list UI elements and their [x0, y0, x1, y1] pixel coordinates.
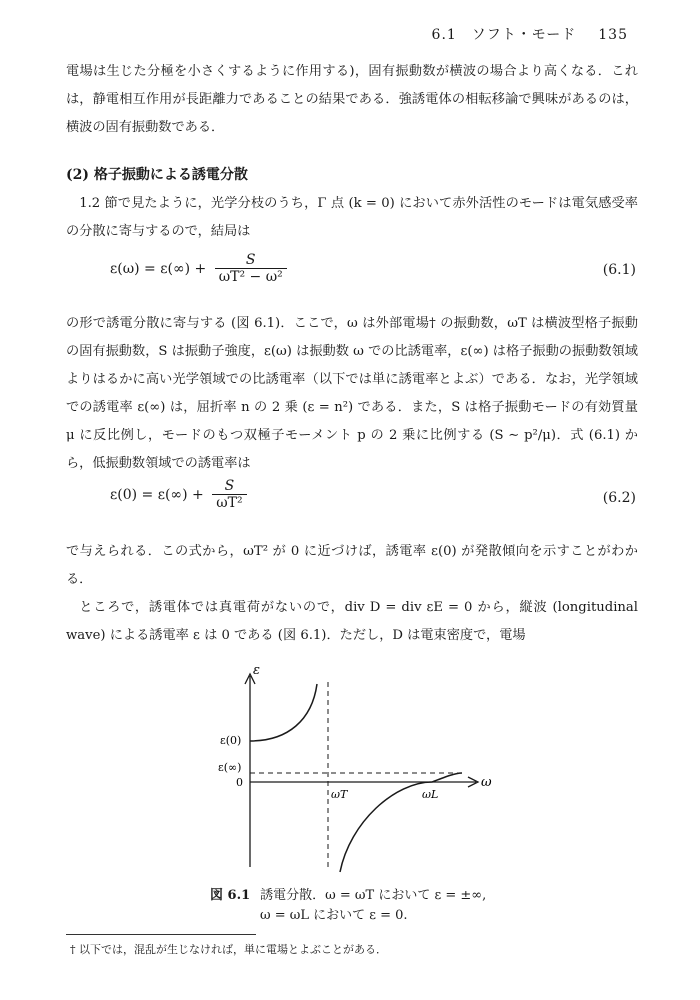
caption-line-1	[210, 886, 530, 906]
tick-omega-t: ωT	[331, 788, 348, 801]
equation-6-1	[110, 252, 287, 285]
footnote-rule	[66, 934, 256, 935]
paragraph-1: 電場は生じた分極を小さくするように作用する)，固有振動数が横波の場合より高くなる．これは，静電相互作用が長距離力であることの結果である．強誘電体の相転移論で興味があるのは，横波の固有振動数である．	[66, 64, 638, 135]
caption-text-1: 誘電分散．ω = ωT において ε = ±∞,	[260, 888, 487, 903]
paragraph-4: で与えられる．この式から，ωT² が 0 に近づけば，誘電率 ε(0) が発散傾向を示すことがわかる．	[66, 544, 638, 587]
tick-zero: 0	[236, 776, 243, 789]
tick-epsilon-infinity: ε(∞)	[218, 761, 242, 774]
figure-caption	[210, 886, 530, 926]
figure-6-1	[200, 662, 500, 877]
equation-6-2-denominator: ωT²	[216, 495, 243, 511]
equation-6-2-fraction	[212, 478, 246, 511]
equation-6-1-fraction	[215, 252, 287, 285]
lower-dispersion-curve	[340, 773, 462, 872]
upper-dispersion-curve	[250, 684, 317, 741]
equation-6-1-number: (6.1)	[602, 262, 636, 278]
caption-label: 図 6.1	[210, 888, 251, 903]
y-axis-label: ε	[253, 663, 260, 678]
tick-omega-l: ωL	[422, 788, 439, 801]
equation-6-1-numerator: S	[215, 252, 287, 269]
equation-6-2-lhs: ε(0) = ε(∞) +	[110, 486, 204, 503]
equation-6-1-lhs: ε(ω) = ε(∞) +	[110, 260, 207, 277]
equation-6-2	[110, 478, 247, 511]
footnote: † 以下では，混乱が生じなければ，単に電場とよぶことがある．	[70, 943, 387, 956]
caption-line-2: ω = ωL において ε = 0.	[260, 908, 408, 923]
paragraph-2: 1.2 節で見たように，光学分枝のうち，Γ 点 (k = 0) において赤外活性のモードは電気感受率の分散に寄与するので，結局は	[66, 196, 638, 239]
paragraph-3: の形で誘電分散に寄与する (図 6.1)．ここで，ω は外部電場† の振動数，ωT は横波型格子振動の固有振動数，S は振動子強度，ε(ω) は振動数 ω での比誘電率，ε(∞) は格子振動の振動数領域よりはるかに高い光学領域での比誘電率（以下では単に誘電率とよぶ）である．なお，光学領域での誘電率 ε(∞) は，屈折率 n の 2 乗 (ε = n²) である．また，S は格子振動モードの有効質量 μ に反比例し，モードのもつ双極子モーメント p の 2 乗に比例する (S ∼ p²/μ)．式 (6.1) から，低振動数領域での誘電率は	[66, 316, 638, 471]
running-header	[432, 24, 628, 44]
equation-6-2-numerator: S	[212, 478, 246, 495]
tick-epsilon-0: ε(0)	[220, 734, 242, 747]
equation-6-2-number: (6.2)	[602, 490, 636, 506]
paragraph-5: ところで，誘電体では真電荷がないので，div D = div εE = 0 から，縦波 (longitudinal wave) による誘電率 ε は 0 である (図 6.1)．ただし，D は電束密度で，電場	[66, 600, 638, 643]
x-axis-label: ω	[481, 775, 492, 790]
equation-6-1-denominator: ωT² − ω²	[218, 269, 283, 285]
page-number: 135	[598, 27, 628, 43]
section-title: (2) 格子振動による誘電分散	[66, 167, 248, 183]
header-section: 6.1 ソフト・モード	[431, 27, 577, 43]
